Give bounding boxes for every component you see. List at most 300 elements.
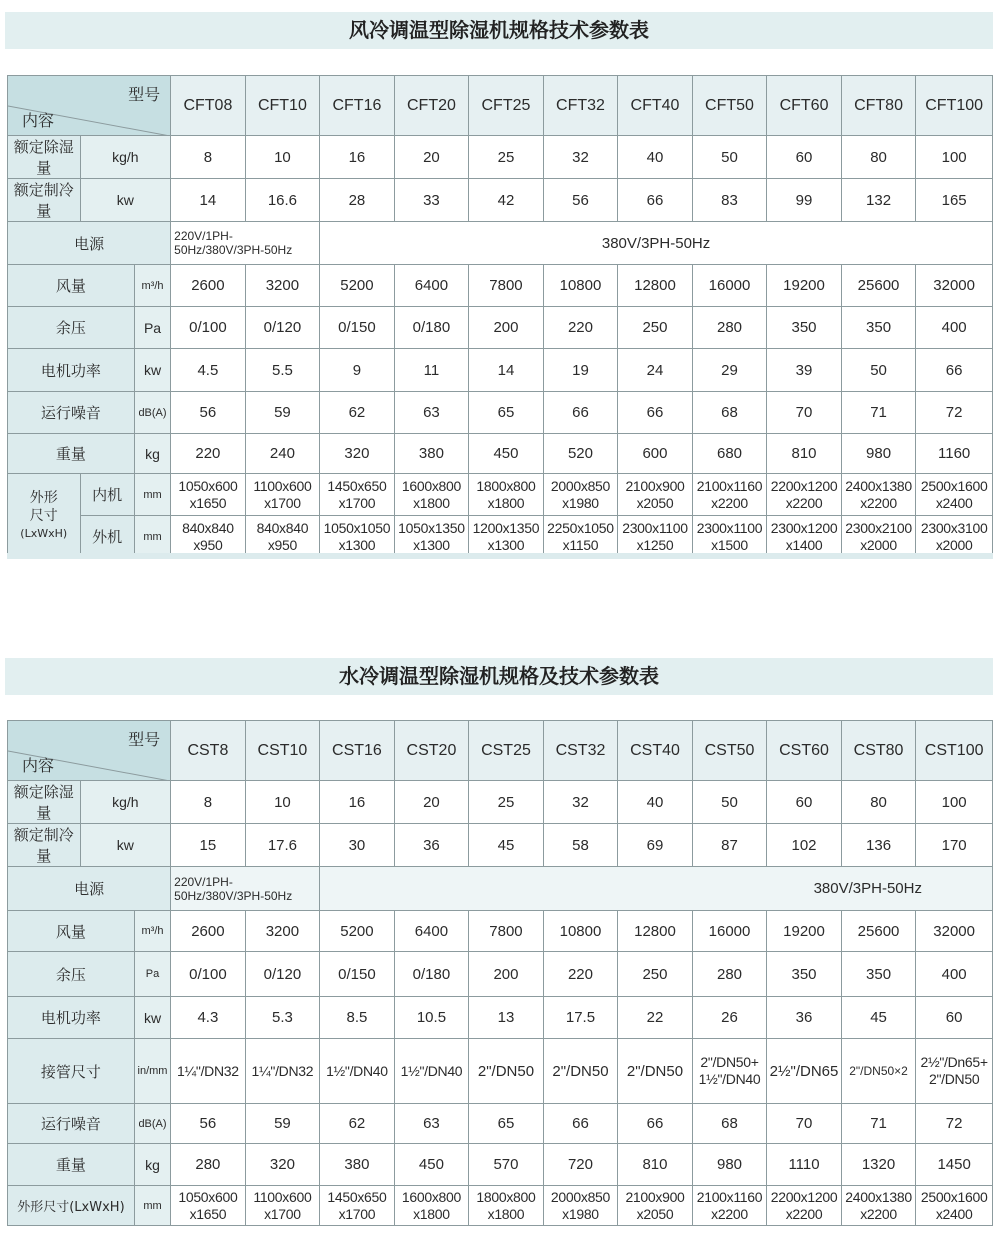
dim-line-lw: 2200x1200 — [770, 477, 838, 494]
value-cell: 50 — [692, 136, 767, 179]
dimensions-row — [8, 1186, 993, 1226]
model-cell: CST25 — [469, 721, 544, 781]
dimensions-group-label — [8, 474, 81, 558]
row-label: 额定除湿量 — [8, 781, 81, 824]
model-cell: CST50 — [692, 721, 767, 781]
model-cell: CFT60 — [767, 76, 842, 136]
weight-row — [8, 1144, 993, 1186]
dim-line-lw: 1050x600 — [178, 1188, 238, 1205]
value-cell: 11 — [394, 349, 469, 392]
unit-cell: mm — [134, 1186, 170, 1226]
value-cell: 45 — [841, 997, 916, 1039]
value-cell: 600 — [618, 434, 693, 474]
motor-power-row — [8, 997, 993, 1039]
model-cell: CFT80 — [841, 76, 916, 136]
value-cell: 220 — [543, 307, 618, 349]
pipe-cell: 2½"/DN65 — [767, 1039, 842, 1104]
dim-line-h: x1700 — [264, 1205, 301, 1222]
value-cell: 62 — [320, 1104, 395, 1144]
dim-line-h: x1700 — [338, 494, 376, 511]
unit-cell: kg/h — [80, 136, 171, 179]
dim-line-lw: 2200x1200 — [770, 1188, 838, 1205]
dim-line-h: x1980 — [562, 1205, 599, 1222]
dim-line-h: x2050 — [636, 494, 674, 511]
dim-line-lw: 1600x800 — [401, 1188, 461, 1205]
dim-cell — [245, 1186, 320, 1226]
value-cell: 60 — [916, 997, 993, 1039]
model-cell: CST10 — [245, 721, 320, 781]
value-cell: 99 — [767, 179, 842, 222]
value-cell: 32 — [543, 781, 618, 824]
value-cell: 5200 — [320, 911, 395, 952]
cooling-capacity-row — [8, 179, 993, 222]
value-cell: 62 — [320, 392, 395, 434]
value-cell: 220 — [171, 434, 246, 474]
dim-line-lw: 1800x800 — [476, 477, 536, 494]
dim-line-lw: 1100x600 — [253, 1188, 312, 1205]
value-cell: 36 — [394, 824, 469, 867]
dim-line-h: x2200 — [785, 494, 823, 511]
value-cell: 0/100 — [171, 307, 246, 349]
dim-line-h: x2050 — [636, 1205, 674, 1222]
value-cell: 70 — [767, 1104, 842, 1144]
cooling-capacity-row — [8, 824, 993, 867]
value-cell: 40 — [618, 781, 693, 824]
value-cell: 22 — [618, 997, 693, 1039]
unit-cell: Pa — [134, 952, 170, 997]
model-cell: CFT100 — [916, 76, 993, 136]
table2-title: 水冷调温型除湿机规格及技术参数表 — [5, 658, 993, 695]
value-cell: 32 — [543, 136, 618, 179]
value-cell: 980 — [841, 434, 916, 474]
header-corner — [8, 721, 171, 781]
dim-line-lw: 2400x1380 — [845, 477, 912, 494]
value-cell: 8 — [171, 136, 246, 179]
value-cell: 69 — [618, 824, 693, 867]
pipe-cell: 2"/DN50+ 1½"/DN40 — [692, 1039, 767, 1104]
value-cell: 7800 — [469, 265, 544, 307]
dim-line-lw: 1050x600 — [178, 477, 238, 494]
value-cell: 56 — [543, 179, 618, 222]
value-cell: 66 — [618, 1104, 693, 1144]
value-cell: 520 — [543, 434, 618, 474]
value-cell: 59 — [245, 1104, 320, 1144]
model-header-row — [8, 76, 993, 136]
pipe-cell: 2½"/Dn65+ 2"/DN50 — [916, 1039, 993, 1104]
model-cell: CST60 — [767, 721, 842, 781]
dim-line-h: x2200 — [711, 1205, 748, 1222]
dim-line-h: x2400 — [935, 1205, 973, 1222]
dim-line-h: x2200 — [711, 494, 748, 511]
value-cell: 12800 — [618, 911, 693, 952]
value-cell: 570 — [469, 1144, 544, 1186]
external-pressure-row — [8, 307, 993, 349]
dim-cell — [394, 1186, 469, 1226]
value-cell: 0/180 — [394, 952, 469, 997]
model-cell: CFT50 — [692, 76, 767, 136]
value-cell: 4.5 — [171, 349, 246, 392]
dim-line-lw: 1800x800 — [476, 1188, 536, 1205]
dim-line-h: x1250 — [636, 536, 674, 553]
dim-cell — [171, 516, 246, 558]
model-cell: CFT16 — [320, 76, 395, 136]
value-cell: 8 — [171, 781, 246, 824]
model-cell: CST40 — [618, 721, 693, 781]
unit-cell: kg — [134, 434, 170, 474]
value-cell: 63 — [394, 1104, 469, 1144]
row-label: 风量 — [8, 265, 135, 307]
dim-cell — [543, 516, 618, 558]
dim-line-h: x1700 — [264, 494, 301, 511]
value-cell: 5.5 — [245, 349, 320, 392]
row-label: 电机功率 — [8, 349, 135, 392]
value-cell: 102 — [767, 824, 842, 867]
value-cell: 0/120 — [245, 952, 320, 997]
dim-line-lw: 1600x800 — [401, 477, 461, 494]
power-supply-row — [8, 222, 993, 265]
value-cell: 72 — [916, 392, 993, 434]
dim-cell — [916, 1186, 993, 1226]
value-cell: 33 — [394, 179, 469, 222]
dim-line-h: x1300 — [413, 536, 450, 553]
unit-cell: kg — [134, 1144, 170, 1186]
model-cell: CFT20 — [394, 76, 469, 136]
outdoor-label: 外机 — [80, 516, 134, 558]
model-cell: CFT32 — [543, 76, 618, 136]
table1-bottom-strip — [7, 553, 993, 559]
dim-cell — [618, 474, 693, 516]
value-cell: 66 — [618, 392, 693, 434]
value-cell: 220 — [543, 952, 618, 997]
dim-line-h: x1650 — [189, 1205, 227, 1222]
weight-row — [8, 434, 993, 474]
dim-line-lw: 2300x1200 — [770, 519, 838, 536]
value-cell: 0/150 — [320, 307, 395, 349]
dim-cell — [394, 474, 469, 516]
dim-cell — [916, 474, 993, 516]
model-cell: CST32 — [543, 721, 618, 781]
value-cell: 2600 — [171, 265, 246, 307]
pipe-cell: 2"/DN50 — [469, 1039, 544, 1104]
value-cell: 8.5 — [320, 997, 395, 1039]
dim-line-lw: 2500x1600 — [920, 477, 988, 494]
value-cell: 720 — [543, 1144, 618, 1186]
value-cell: 36 — [767, 997, 842, 1039]
pipe-cell: 1¼"/DN32 — [171, 1039, 246, 1104]
dim-line-lw: 1450x650 — [327, 477, 387, 494]
dim-line-h: x2000 — [860, 536, 897, 553]
value-cell: 29 — [692, 349, 767, 392]
dim-cell — [469, 1186, 544, 1226]
dim-cell — [692, 474, 767, 516]
value-cell: 132 — [841, 179, 916, 222]
row-label: 风量 — [8, 911, 135, 952]
power-single-phase: 220V/1PH-50Hz/380V/3PH-50Hz — [171, 222, 320, 265]
row-label: 运行噪音 — [8, 392, 135, 434]
dim-line-lw: 2500x1600 — [920, 1188, 988, 1205]
dim-line-h: x2200 — [860, 1205, 897, 1222]
value-cell: 25600 — [841, 265, 916, 307]
value-cell: 380 — [394, 434, 469, 474]
air-cooled-spec-table — [7, 75, 993, 558]
power-supply-row — [8, 867, 993, 911]
dehumidification-row — [8, 781, 993, 824]
value-cell: 2600 — [171, 911, 246, 952]
value-cell: 6400 — [394, 911, 469, 952]
value-cell: 170 — [916, 824, 993, 867]
dim-line-lw: 2000x850 — [550, 1188, 611, 1205]
dehumidification-row — [8, 136, 993, 179]
pipe-cell: 1½"/DN40 — [320, 1039, 395, 1104]
model-cell: CST20 — [394, 721, 469, 781]
value-cell: 200 — [469, 952, 544, 997]
dim-line-h: x2000 — [935, 536, 973, 553]
value-cell: 25600 — [841, 911, 916, 952]
value-cell: 20 — [394, 781, 469, 824]
dim-cell — [618, 516, 693, 558]
value-cell: 68 — [692, 1104, 767, 1144]
value-cell: 30 — [320, 824, 395, 867]
value-cell: 56 — [171, 392, 246, 434]
model-cell: CST80 — [841, 721, 916, 781]
value-cell: 810 — [767, 434, 842, 474]
value-cell: 100 — [916, 136, 993, 179]
value-cell: 5.3 — [245, 997, 320, 1039]
model-cell: CST8 — [171, 721, 246, 781]
value-cell: 42 — [469, 179, 544, 222]
value-cell: 32000 — [916, 911, 993, 952]
value-cell: 680 — [692, 434, 767, 474]
pipe-cell: 2"/DN50 — [543, 1039, 618, 1104]
dim-line-h: x1800 — [487, 494, 525, 511]
row-label: 重量 — [8, 434, 135, 474]
value-cell: 20 — [394, 136, 469, 179]
model-cell: CST100 — [916, 721, 993, 781]
value-cell: 3200 — [245, 265, 320, 307]
dim-cell — [543, 474, 618, 516]
dim-cell — [245, 474, 320, 516]
corner-content-label: 内容 — [22, 111, 55, 130]
model-header-row — [8, 721, 993, 781]
value-cell: 68 — [692, 392, 767, 434]
corner-model-label: 型号 — [128, 730, 161, 749]
value-cell: 0/120 — [245, 307, 320, 349]
airflow-row — [8, 911, 993, 952]
dim-line-h: x1650 — [189, 494, 227, 511]
motor-power-row — [8, 349, 993, 392]
value-cell: 14 — [469, 349, 544, 392]
dim-line-lw: 2100x1160 — [696, 1188, 763, 1205]
dim-line-h: x1150 — [562, 536, 599, 553]
value-cell: 250 — [618, 307, 693, 349]
value-cell: 16 — [320, 781, 395, 824]
value-cell: 60 — [767, 781, 842, 824]
value-cell: 66 — [543, 392, 618, 434]
unit-cell: kw — [134, 349, 170, 392]
dim-cell — [767, 474, 842, 516]
value-cell: 450 — [469, 434, 544, 474]
value-cell: 24 — [618, 349, 693, 392]
value-cell: 280 — [692, 307, 767, 349]
model-cell: CFT08 — [171, 76, 246, 136]
noise-row — [8, 1104, 993, 1144]
value-cell: 380 — [320, 1144, 395, 1186]
row-label: 接管尺寸 — [8, 1039, 135, 1104]
value-cell: 10 — [245, 136, 320, 179]
value-cell: 136 — [841, 824, 916, 867]
model-cell: CST16 — [320, 721, 395, 781]
value-cell: 56 — [171, 1104, 246, 1144]
value-cell: 65 — [469, 1104, 544, 1144]
value-cell: 1450 — [916, 1144, 993, 1186]
value-cell: 3200 — [245, 911, 320, 952]
dim-cell — [171, 1186, 246, 1226]
dim-line-lw: 1100x600 — [253, 477, 312, 494]
unit-cell: kw — [80, 824, 171, 867]
value-cell: 0/150 — [320, 952, 395, 997]
value-cell: 72 — [916, 1104, 993, 1144]
row-label: 余压 — [8, 952, 135, 997]
header-corner — [8, 76, 171, 136]
dim-cell — [767, 516, 842, 558]
value-cell: 320 — [245, 1144, 320, 1186]
row-label: 额定制冷量 — [8, 179, 81, 222]
value-cell: 45 — [469, 824, 544, 867]
value-cell: 16000 — [692, 265, 767, 307]
corner-model-label: 型号 — [128, 85, 161, 104]
dim-line-h: x1400 — [785, 536, 823, 553]
value-cell: 1320 — [841, 1144, 916, 1186]
value-cell: 250 — [618, 952, 693, 997]
row-label: 外形尺寸(LxWxH) — [8, 1186, 135, 1226]
dim-cell — [767, 1186, 842, 1226]
value-cell: 6400 — [394, 265, 469, 307]
value-cell: 350 — [767, 952, 842, 997]
value-cell: 350 — [841, 952, 916, 997]
dim-label-line1: 外形 — [29, 489, 58, 506]
row-label: 运行噪音 — [8, 1104, 135, 1144]
dim-cell — [171, 474, 246, 516]
value-cell: 80 — [841, 136, 916, 179]
noise-row — [8, 392, 993, 434]
dim-cell — [692, 1186, 767, 1226]
value-cell: 0/100 — [171, 952, 246, 997]
value-cell: 39 — [767, 349, 842, 392]
value-cell: 14 — [171, 179, 246, 222]
value-cell: 0/180 — [394, 307, 469, 349]
value-cell: 25 — [469, 781, 544, 824]
unit-cell: mm — [134, 474, 170, 516]
pipe-cell: 2"/DN50 — [618, 1039, 693, 1104]
dim-cell — [394, 516, 469, 558]
dim-line-h: x1800 — [487, 1205, 525, 1222]
value-cell: 70 — [767, 392, 842, 434]
dim-line-lw: 840x840 — [256, 519, 309, 536]
dim-cell — [692, 516, 767, 558]
dim-line-lw: 1450x650 — [327, 1188, 387, 1205]
unit-cell: Pa — [134, 307, 170, 349]
value-cell: 58 — [543, 824, 618, 867]
dim-cell — [543, 1186, 618, 1226]
value-cell: 400 — [916, 307, 993, 349]
power-three-phase: 380V/3PH-50Hz — [320, 867, 993, 911]
value-cell: 4.3 — [171, 997, 246, 1039]
pipe-cell: 1½"/DN40 — [394, 1039, 469, 1104]
value-cell: 50 — [692, 781, 767, 824]
pipe-size-row — [8, 1039, 993, 1104]
dim-label-line2: 尺寸 — [29, 507, 58, 524]
value-cell: 32000 — [916, 265, 993, 307]
value-cell: 10.5 — [394, 997, 469, 1039]
dim-cell — [320, 516, 395, 558]
value-cell: 17.6 — [245, 824, 320, 867]
value-cell: 19200 — [767, 265, 842, 307]
unit-cell: kg/h — [80, 781, 171, 824]
row-label: 电机功率 — [8, 997, 135, 1039]
dim-cell — [469, 516, 544, 558]
value-cell: 80 — [841, 781, 916, 824]
value-cell: 66 — [543, 1104, 618, 1144]
dim-line-h: x1800 — [413, 1205, 450, 1222]
dim-line-h: x2200 — [860, 494, 897, 511]
model-cell: CFT25 — [469, 76, 544, 136]
value-cell: 26 — [692, 997, 767, 1039]
unit-cell: kw — [80, 179, 171, 222]
unit-cell: dB(A) — [134, 1104, 170, 1144]
model-cell: CFT40 — [618, 76, 693, 136]
indoor-label: 内机 — [80, 474, 134, 516]
dim-cell — [916, 516, 993, 558]
value-cell: 60 — [767, 136, 842, 179]
dim-line-lw: 2000x850 — [550, 477, 611, 494]
dim-label-line3: (LxWxH) — [20, 526, 68, 540]
value-cell: 1110 — [767, 1144, 842, 1186]
dim-cell — [841, 516, 916, 558]
value-cell: 12800 — [618, 265, 693, 307]
value-cell: 17.5 — [543, 997, 618, 1039]
value-cell: 15 — [171, 824, 246, 867]
value-cell: 16000 — [692, 911, 767, 952]
dim-line-h: x1300 — [487, 536, 525, 553]
value-cell: 240 — [245, 434, 320, 474]
indoor-dimensions-row — [8, 474, 993, 516]
dim-line-lw: 2400x1380 — [845, 1188, 912, 1205]
value-cell: 350 — [767, 307, 842, 349]
row-label: 电源 — [8, 222, 171, 265]
value-cell: 1160 — [916, 434, 993, 474]
value-cell: 810 — [618, 1144, 693, 1186]
dim-line-h: x1700 — [338, 1205, 376, 1222]
dim-line-lw: 2300x2100 — [845, 519, 912, 536]
external-pressure-row — [8, 952, 993, 997]
value-cell: 16 — [320, 136, 395, 179]
value-cell: 71 — [841, 1104, 916, 1144]
value-cell: 71 — [841, 392, 916, 434]
value-cell: 50 — [841, 349, 916, 392]
dim-line-lw: 1050x1350 — [398, 519, 465, 536]
dim-line-lw: 2100x900 — [625, 477, 685, 494]
dim-line-h: x1800 — [413, 494, 450, 511]
dim-line-lw: 1050x1050 — [323, 519, 391, 536]
value-cell: 10800 — [543, 265, 618, 307]
value-cell: 350 — [841, 307, 916, 349]
row-label: 额定除湿量 — [8, 136, 81, 179]
outdoor-dimensions-row — [8, 516, 993, 558]
value-cell: 63 — [394, 392, 469, 434]
dim-line-h: x1500 — [711, 536, 748, 553]
dim-line-h: x2200 — [785, 1205, 823, 1222]
value-cell: 200 — [469, 307, 544, 349]
